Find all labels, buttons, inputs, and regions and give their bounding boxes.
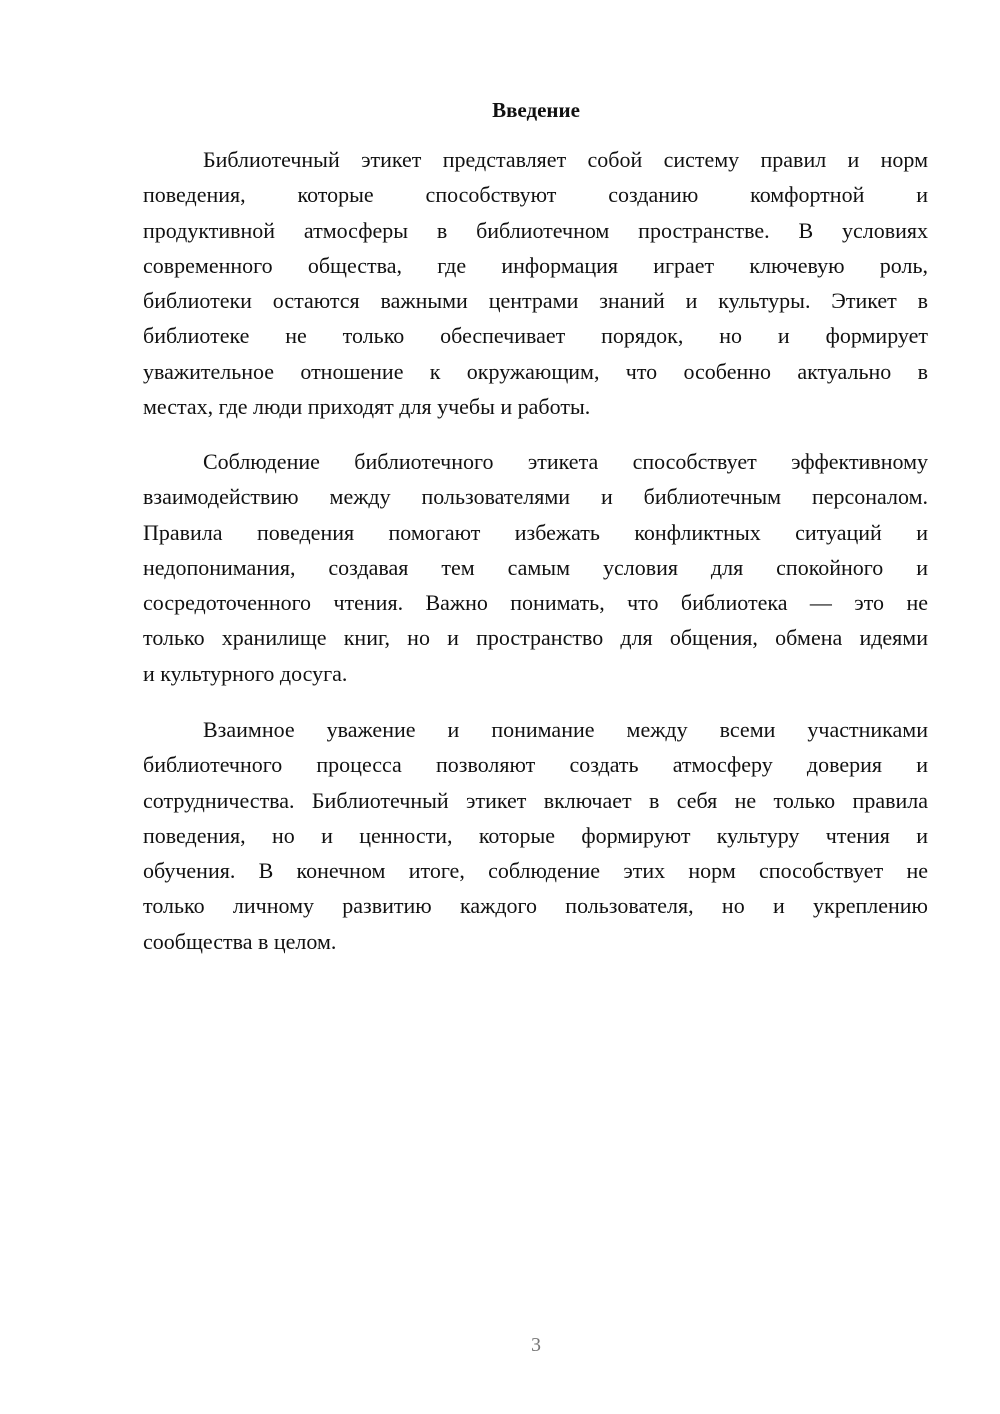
text-line: современного общества, где информация играет ключевую роль,	[143, 252, 928, 278]
text-line: продуктивной атмосферы в библиотечном пространстве. В условиях	[143, 217, 928, 243]
page-title: Введение	[492, 98, 580, 122]
paragraph-3	[143, 712, 928, 959]
paragraph-2	[143, 444, 928, 691]
text-line: сосредоточенного чтения. Важно понимать, что библиотека — это не	[143, 590, 928, 616]
text-line: библиотечного процесса позволяют создать атмосферу доверия и	[143, 752, 928, 778]
text-line: недопонимания, создавая тем самым условия для спокойного и	[143, 554, 928, 580]
text-line: взаимодействию между пользователями и библиотечным персоналом.	[143, 484, 928, 510]
text-line: местах, где люди приходят для учебы и работы.	[143, 394, 591, 420]
page-number: 3	[531, 1334, 541, 1356]
text-line: Библиотечный этикет представляет собой систему правил и норм	[203, 147, 928, 172]
text-line: поведения, которые способствуют созданию комфортной и	[143, 182, 928, 208]
text-line: Взаимное уважение и понимание между всеми участниками	[203, 717, 928, 742]
text-line: только личному развитию каждого пользователя, но и укреплению	[143, 893, 928, 919]
text-line: только хранилище книг, но и пространство для общения, обмена идеями	[143, 625, 928, 651]
text-line: Правила поведения помогают избежать конфликтных ситуаций и	[143, 519, 928, 545]
text-line: поведения, но и ценности, которые формируют культуру чтения и	[143, 822, 928, 848]
text-line: Соблюдение библиотечного этикета способствует эффективному	[203, 449, 928, 474]
text-line: сообщества в целом.	[143, 928, 337, 954]
text-line: обучения. В конечном итоге, соблюдение этих норм способствует не	[143, 858, 928, 884]
text-line: сотрудничества. Библиотечный этикет включает в себя не только правила	[143, 787, 928, 813]
text-line: библиотеке не только обеспечивает порядок, но и формирует	[143, 323, 928, 349]
paragraph-1	[143, 142, 928, 424]
text-line: уважительное отношение к окружающим, что особенно актуально в	[143, 358, 928, 384]
text-line: и культурного досуга.	[143, 660, 348, 686]
text-line: библиотеки остаются важными центрами знаний и культуры. Этикет в	[143, 288, 928, 314]
